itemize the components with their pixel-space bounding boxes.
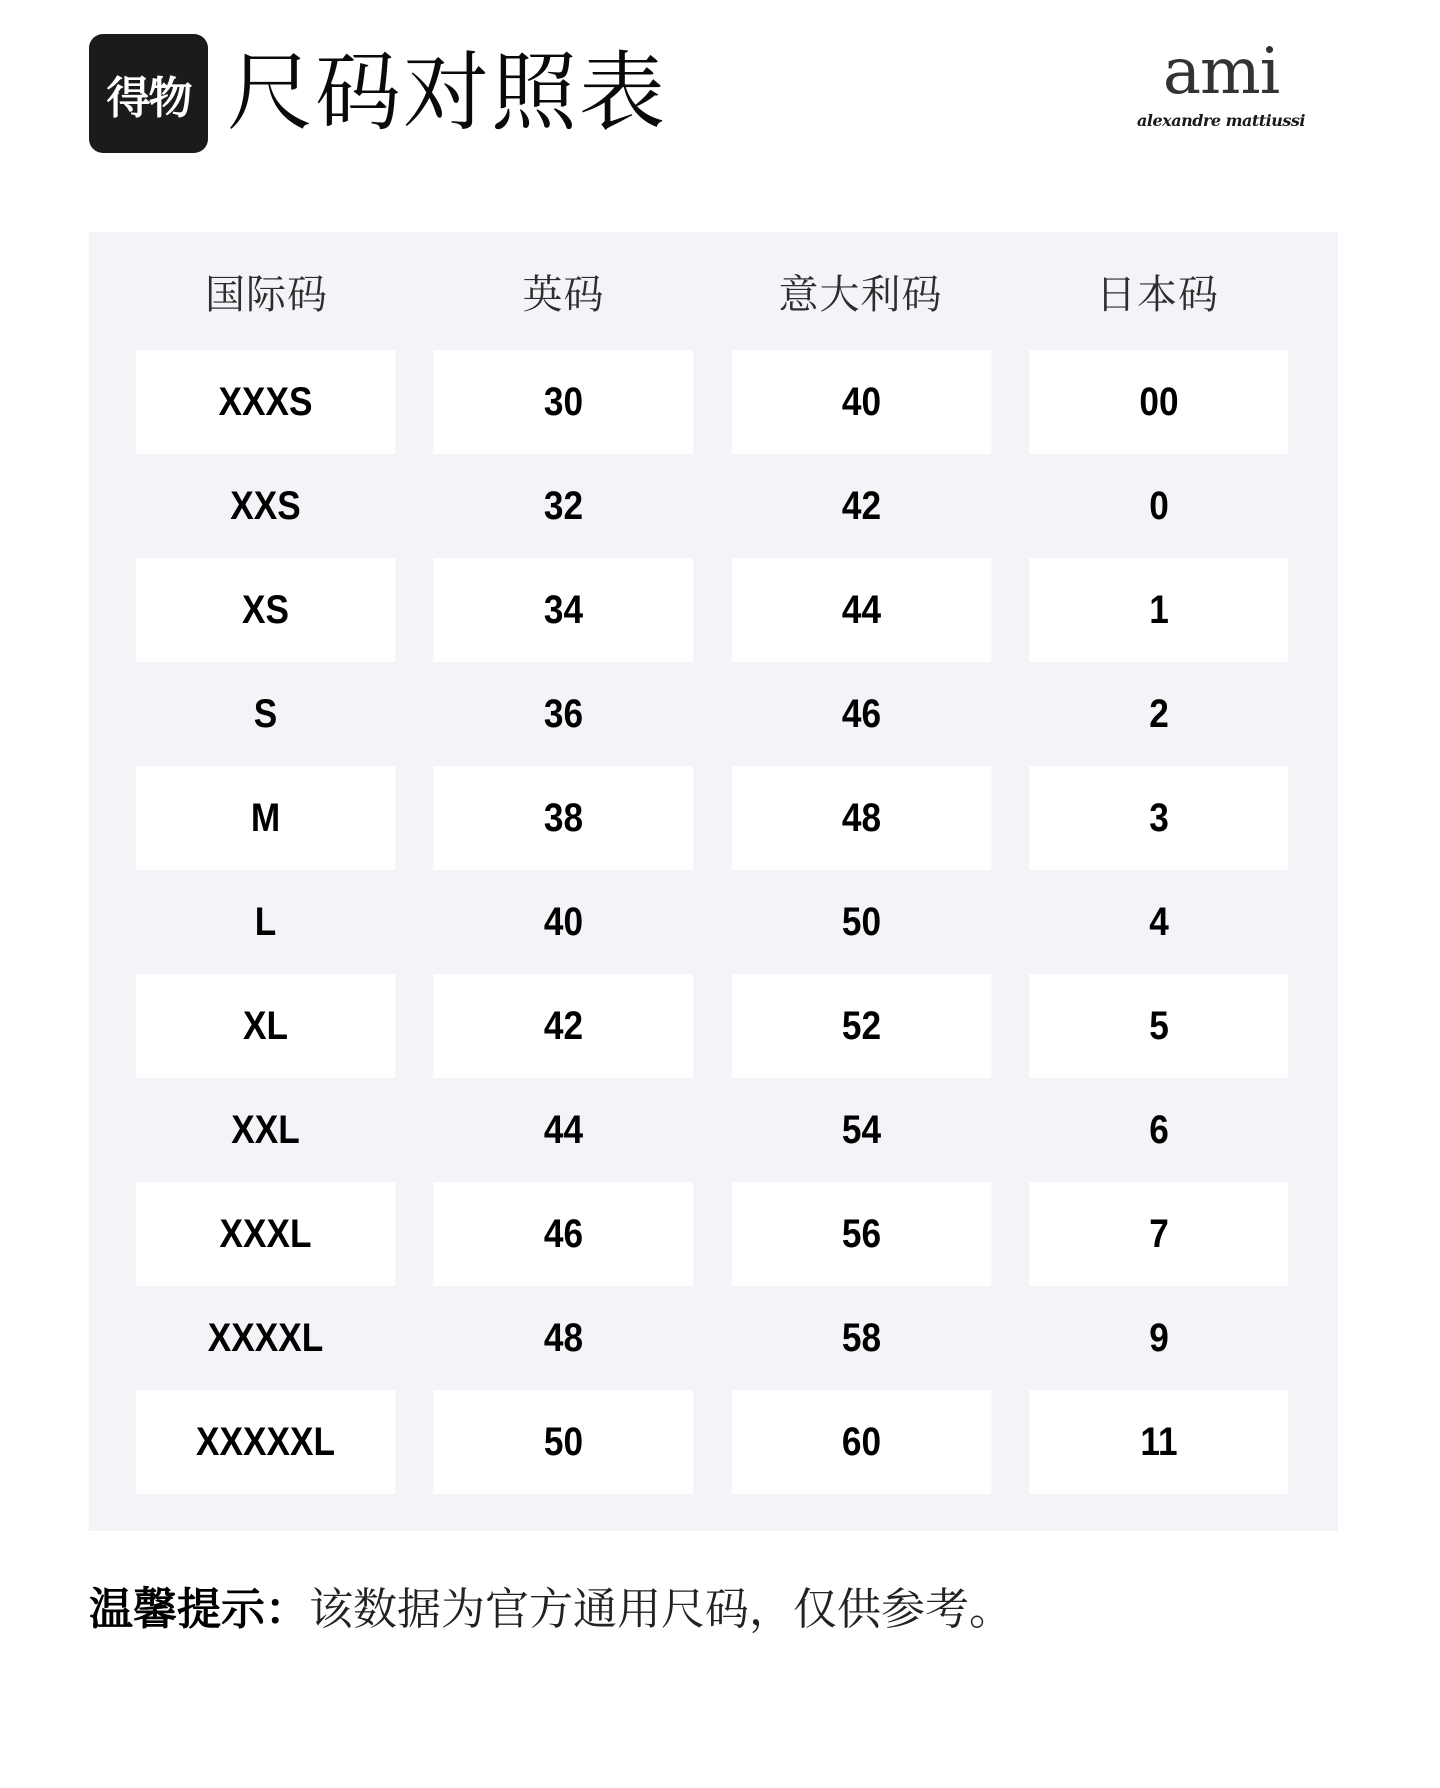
table-row <box>118 1286 1306 1390</box>
cell-japan: 9 <box>1149 1315 1169 1360</box>
cell-japan: 11 <box>1030 1390 1289 1494</box>
cell-japan: 1 <box>1030 558 1289 662</box>
table-row <box>118 454 1306 558</box>
cell-uk: 36 <box>543 691 584 736</box>
cell-international: L <box>254 899 277 944</box>
page-title: 尺码对照表 <box>227 43 667 143</box>
cell-japan: 0 <box>1149 483 1169 528</box>
tip-text: 该数据为官方通用尺码，仅供参考。 <box>309 1584 1013 1635</box>
cell-italy: 60 <box>732 1390 992 1494</box>
cell-japan: 6 <box>1149 1107 1169 1152</box>
cell-uk: 48 <box>543 1315 584 1360</box>
cell-italy: 54 <box>841 1107 882 1152</box>
cell-international: XXL <box>231 1107 300 1152</box>
cell-international: XXXL <box>136 1182 396 1286</box>
cell-japan: 4 <box>1149 899 1169 944</box>
cell-international: XS <box>136 558 396 662</box>
cell-international: S <box>253 691 278 736</box>
brand-name: ami <box>1162 35 1280 109</box>
table-row <box>118 870 1306 974</box>
cell-international: XXXXXL <box>136 1390 396 1494</box>
cell-uk: 42 <box>434 974 694 1078</box>
table-header <box>118 232 1306 350</box>
cell-japan: 7 <box>1030 1182 1289 1286</box>
cell-italy: 42 <box>841 483 882 528</box>
table-row <box>118 974 1306 1078</box>
brand-logo <box>1131 34 1311 144</box>
cell-international: XXXS <box>136 350 396 454</box>
tip-label: 温馨提示： <box>89 1584 309 1635</box>
cell-japan: 00 <box>1030 350 1289 454</box>
table-row <box>118 662 1306 766</box>
table-row <box>118 350 1306 454</box>
cell-uk: 40 <box>543 899 584 944</box>
column-header-international: 国际码 <box>205 271 328 318</box>
table-row <box>118 558 1306 662</box>
column-header-japan: 日本码 <box>1096 271 1219 318</box>
table-row <box>118 1078 1306 1182</box>
page-header <box>89 34 1351 154</box>
cell-italy: 46 <box>841 691 882 736</box>
cell-uk: 34 <box>434 558 694 662</box>
column-header-uk: 英码 <box>522 271 605 318</box>
cell-italy: 48 <box>732 766 992 870</box>
table-row <box>118 1182 1306 1286</box>
cell-italy: 52 <box>732 974 992 1078</box>
cell-japan: 5 <box>1030 974 1289 1078</box>
cell-uk: 44 <box>543 1107 584 1152</box>
cell-japan: 2 <box>1149 691 1169 736</box>
cell-uk: 46 <box>434 1182 694 1286</box>
cell-international: XL <box>136 974 396 1078</box>
cell-italy: 50 <box>841 899 882 944</box>
cell-international: XXS <box>230 483 301 528</box>
cell-japan: 3 <box>1030 766 1289 870</box>
tip-note <box>89 1580 1013 1640</box>
app-logo <box>89 34 208 153</box>
table-row <box>118 766 1306 870</box>
cell-uk: 50 <box>434 1390 694 1494</box>
brand-subtitle: alexandre mattiussi <box>1137 111 1305 130</box>
app-logo-text: 得物 <box>106 72 191 124</box>
cell-uk: 32 <box>543 483 584 528</box>
table-body <box>118 350 1306 1494</box>
cell-italy: 56 <box>732 1182 992 1286</box>
cell-international: M <box>136 766 396 870</box>
column-header-italy: 意大利码 <box>778 271 943 318</box>
cell-italy: 40 <box>732 350 992 454</box>
cell-italy: 58 <box>841 1315 882 1360</box>
cell-uk: 38 <box>434 766 694 870</box>
table-row <box>118 1390 1306 1494</box>
size-chart-table <box>89 232 1338 1531</box>
cell-italy: 44 <box>732 558 992 662</box>
cell-international: XXXXL <box>207 1315 324 1360</box>
cell-uk: 30 <box>434 350 694 454</box>
